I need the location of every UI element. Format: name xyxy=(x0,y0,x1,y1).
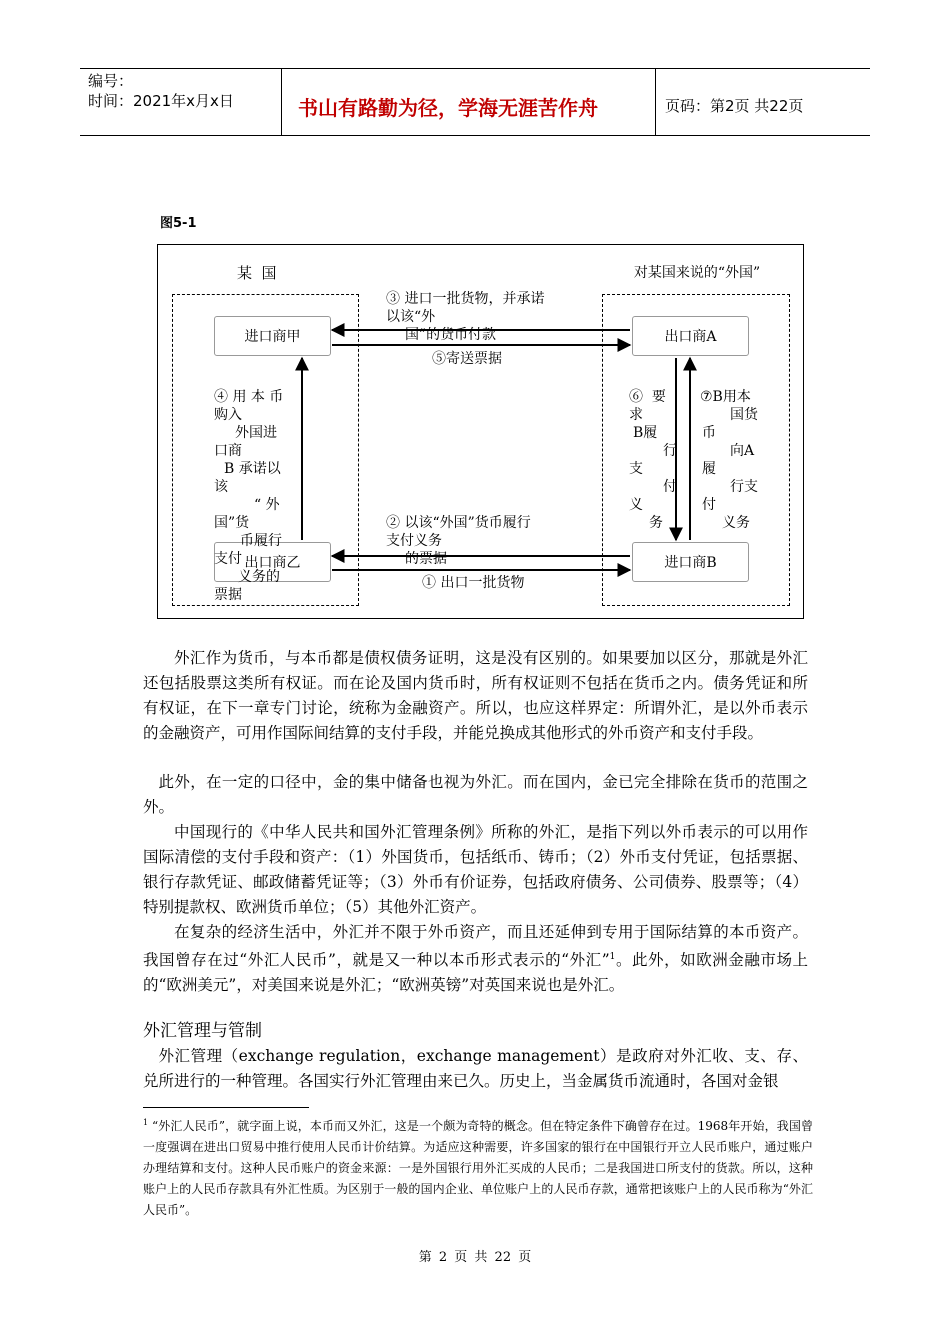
page-indicator: 页码：第2页 共22页 xyxy=(665,97,804,115)
importer-b-node xyxy=(632,542,749,582)
step4-line9: 币履行 xyxy=(240,533,282,549)
step7-line8: 义务 xyxy=(722,515,750,531)
step1-label: ① 出口一批货物 xyxy=(422,575,525,591)
step7-line2: 国货 xyxy=(730,407,758,423)
step6-line3: B履 xyxy=(633,425,658,441)
step7-line1: ⑦B用本 xyxy=(700,389,751,405)
step7-line5: 履 xyxy=(702,461,716,477)
footnote-separator xyxy=(143,1107,309,1108)
step6-line2: 求 xyxy=(629,407,643,423)
footnote-mark: 1 xyxy=(143,1118,149,1127)
paragraph-3: 中国现行的《中华人民共和国外汇管理条例》所称的外汇，是指下列以外币表示的可以用作国际清偿的支付手段和资产：（1）外国货币，包括纸币、铸币；（2）外币支付凭证，包括票据、银行存款凭证、邮政储蓄凭证等；（3）外币有价证券，包括政府债务、公司债券、股票等；（4）特别提款权、欧洲货币单位；（5）其他外汇资产。 xyxy=(143,823,808,916)
step4-line8: 国”货 xyxy=(214,515,250,531)
importer-b-label: 进口商B xyxy=(664,555,717,571)
step6-line6: 付 xyxy=(663,479,677,495)
document-number: 编号： xyxy=(88,72,134,90)
step7-line7: 付 xyxy=(702,497,716,513)
step4-line7: “ 外 xyxy=(254,497,280,513)
step7-line4: 向A xyxy=(730,443,755,459)
footnote xyxy=(143,1112,813,1221)
step4-line12: 票据 xyxy=(214,587,242,603)
step2-line2: 支付义务 xyxy=(386,533,442,549)
step4-line2: 购入 xyxy=(214,407,242,423)
step7-line3: 币 xyxy=(702,425,716,441)
step5-label: ⑤寄送票据 xyxy=(432,351,502,367)
step4-line5: B 承诺以 xyxy=(224,461,281,477)
step3-line1: ③ 进口一批货物，并承诺 xyxy=(386,291,545,307)
paragraph-4-text-a: 在复杂的经济生活中，外汇并不限于外币资产，而且还延伸到专用于国际结算的本币资产。我国曾存在过“外汇人民币”，就是又一种以本币形式表示的“外汇” xyxy=(143,923,808,970)
right-region-label: 对某国来说的“外国” xyxy=(633,265,761,281)
exporter-b-label: 出口商乙 xyxy=(244,555,301,571)
step6-line4: 行 xyxy=(663,443,677,459)
step2-line1: ② 以该“外国”货币履行 xyxy=(386,515,531,531)
footnote-reference[interactable]: 1 xyxy=(609,952,616,962)
step6-line7: 义 xyxy=(629,497,643,513)
step3-line2: 以该“外 xyxy=(386,309,436,325)
footnote-text: “外汇人民币”，就字面上说，本币而又外汇，这是一个颇为奇特的概念。但在特定条件下确曾存在过。1968年开始，我国曾一度强调在进出口贸易中推行使用人民币计价结算。为适应这种需要，许多国家的银行在中国银行开立人民币账户，通过账户办理结算和支付。这种人民币账户的资金来源：一是外国银行用外汇买成的人民币；二是我国进口所支付的货款。所以，这种账户上的人民币存款具有外汇性质。为区别于一般的国内企业、单位账户上的人民币存款，通常把该账户上的人民币称为“外汇人民币”。 xyxy=(143,1119,813,1217)
page-footer: 第 2 页 共 22 页 xyxy=(418,1250,532,1265)
left-region-label: 某 国 xyxy=(237,264,277,282)
step4-line11: 义务的 xyxy=(238,569,280,585)
step6-line5: 支 xyxy=(629,461,643,477)
step2-line3: 的票据 xyxy=(405,551,447,567)
paragraph-2: 此外，在一定的口径中，金的集中储备也视为外汇。而在国内，金已完全排除在货币的范围之外。 xyxy=(143,773,808,816)
step6-line1: ⑥ 要 xyxy=(629,389,666,405)
step6-line8: 务 xyxy=(649,515,663,531)
exporter-a-label: 出口商A xyxy=(664,329,717,345)
importer-a-label: 进口商甲 xyxy=(244,329,301,345)
exporter-a-node xyxy=(632,316,749,356)
paragraph-4-text-b: 。此外，如欧洲金融市场上的“欧洲美元”，对美国来说是外汇；“欧洲英镑”对英国来说也是外汇。 xyxy=(143,951,808,995)
step4-line4: 口商 xyxy=(214,443,242,459)
importer-a-node xyxy=(214,316,331,356)
section-heading: 外汇管理与管制 xyxy=(143,1021,262,1041)
step4-line6: 该 xyxy=(214,479,228,495)
step3-line3: 国”的货币付款 xyxy=(405,327,497,343)
document-date: 时间：2021年x月x日 xyxy=(88,92,234,110)
step7-line6: 行支 xyxy=(730,479,758,495)
paragraph-4 xyxy=(143,920,808,998)
step4-line3: 外国进 xyxy=(235,425,277,441)
step4-line10: 支付 xyxy=(214,551,242,567)
paragraph-1: 外汇作为货币，与本币都是债权债务证明，这是没有区别的。如果要加以区分，那就是外汇还包括股票这类所有权证。而在论及国内货币时，所有权证则不包括在货币之内。债务凭证和所有权证，在下一章专门讨论，统称为金融资产。所以，也应这样界定：所谓外汇，是以外币表示的金融资产，可用作国际间结算的支付手段，并能兑换成其他形式的外币资产和支付手段。 xyxy=(143,649,808,742)
header-motto: 书山有路勤为径，学海无涯苦作舟 xyxy=(298,96,598,120)
step4-line1: ④ 用 本 币 xyxy=(214,389,284,405)
paragraph-5: 外汇管理（exchange regulation，exchange management）是政府对外汇收、支、存、兑所进行的一种管理。各国实行外汇管理由来已久。历史上，当金属货币流通时，各国对金银 xyxy=(143,1047,808,1090)
figure-caption: 图5-1 xyxy=(160,216,197,231)
